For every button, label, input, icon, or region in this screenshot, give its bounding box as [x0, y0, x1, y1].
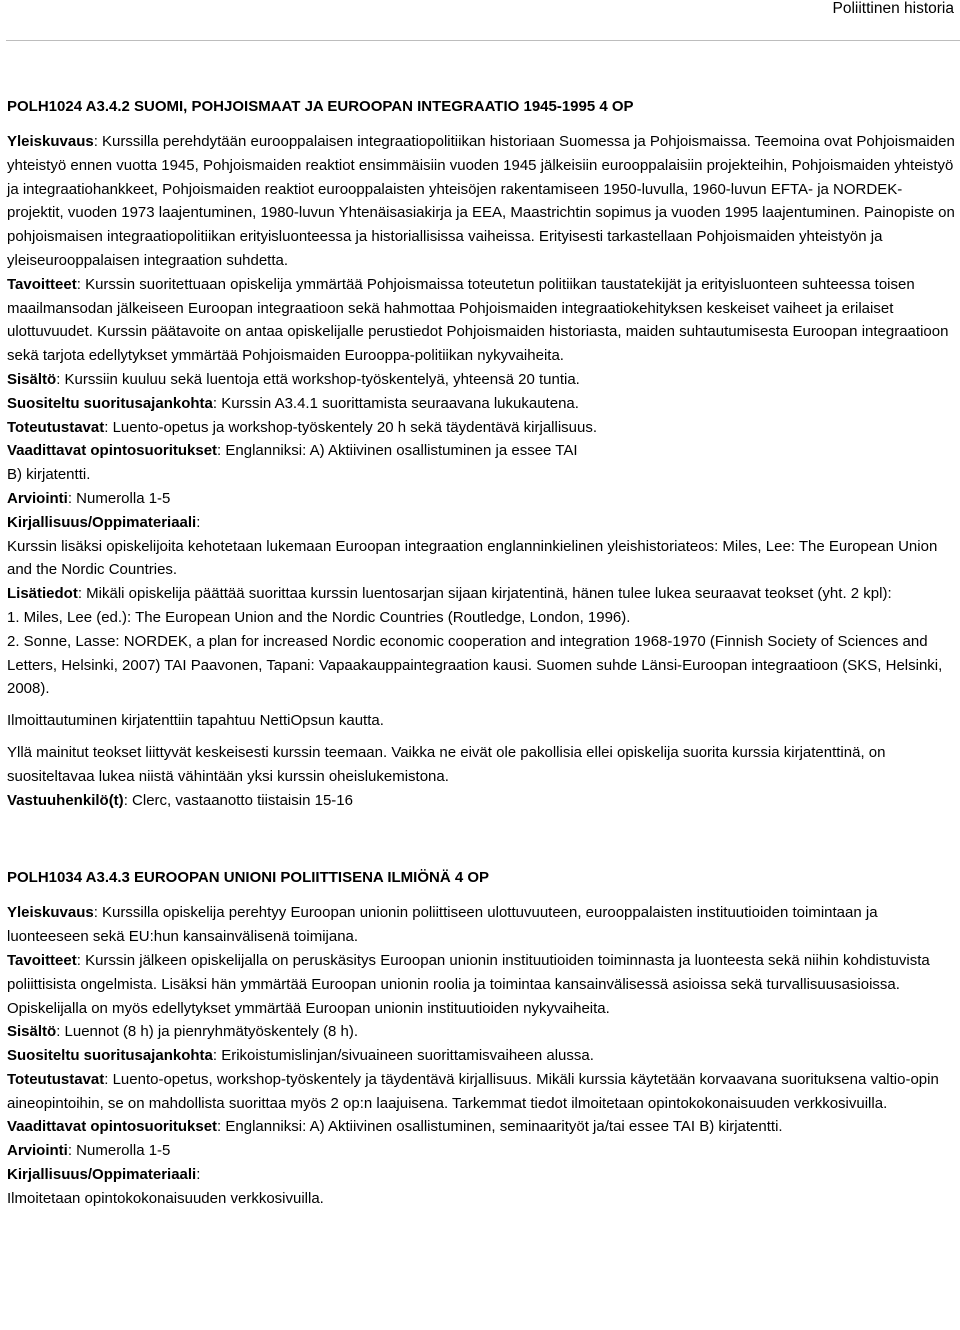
- document-body: [7, 95, 955, 1211]
- literature-text: Ilmoitetaan opintokokonaisuuden verkkosivuilla.: [7, 1189, 324, 1207]
- timing-text: : Erikoistumislinjan/sivuaineen suorittamisvaiheen alussa.: [212, 1047, 594, 1065]
- overview-paragraph: [7, 130, 955, 273]
- grading-paragraph: [7, 1139, 955, 1163]
- requirements-text: : Englanniksi: A) Aktiivinen osallistuminen ja essee TAI: [217, 442, 578, 460]
- content-paragraph: [7, 1020, 955, 1044]
- requirements-label: Vaadittavat opintosuoritukset: [7, 1118, 218, 1136]
- teacher-label: Vastuuhenkilö(t): [7, 791, 124, 809]
- methods-label: Toteutustavat: [7, 1070, 105, 1088]
- timing-label: Suositeltu suoritusajankohta: [7, 1047, 213, 1065]
- timing-label: Suositeltu suoritusajankohta: [7, 394, 213, 412]
- overview-label: Yleiskuvaus: [7, 133, 94, 150]
- literature-label: Kirjallisuus/Oppimateriaali: [7, 1166, 197, 1184]
- literature-text: Kurssin lisäksi opiskelijoita kehotetaan lukemaan Euroopan integraation englanninkielinen yleishistoriateos: Miles, Lee: The European Union and the Nordic Countries.: [7, 537, 938, 579]
- requirements-paragraph: [7, 439, 955, 463]
- content-text: : Kurssiin kuuluu sekä luentoja että workshop-työskentelyä, yhteensä 20 tuntia.: [56, 370, 580, 388]
- content-label: Sisältö: [7, 370, 57, 388]
- literature-heading: [7, 1163, 955, 1187]
- goals-label: Tavoitteet: [7, 951, 77, 969]
- course-title: POLH1034 A3.4.3 EUROOPAN UNIONI POLIITTISENA ILMIÖNÄ 4 OP: [7, 869, 490, 887]
- methods-paragraph: [7, 1068, 955, 1116]
- goals-text: : Kurssin suoritettuaan opiskelija ymmärtää Pohjoismaissa toteutetun politiikan taustatekijät ja erityisluonteen suhteessa toisen maailmansodan jälkeiseen Euroopan integraatioon sekä hahmottaa Pohjoismaiden integraatiokehityksen keskeiset vaiheet ja erilaiset ulottuvuudet. Kurssin päätavoite on antaa opiskelijalle perustiedot Pohjoismaiden historiasta, maiden suhtautumisesta Euroopan integraatioon sekä tarjota edellytykset ymmärtää Pohjoismaiden Eurooppa-politiikan nykyvaiheita.: [7, 275, 949, 365]
- header-divider: [6, 40, 960, 41]
- content-text: : Luennot (8 h) ja pienryhmätyöskentely (8 h).: [56, 1023, 359, 1041]
- literature-heading: [7, 511, 955, 535]
- grading-paragraph: [7, 487, 955, 511]
- course-section-polh1034: [7, 866, 955, 1210]
- literature-colon: :: [196, 1166, 201, 1184]
- content-label: Sisältö: [7, 1023, 57, 1041]
- overview-text: : Kurssilla perehdytään eurooppalaisen integraatiopolitiikan historiaan Suomessa ja Pohjoismaissa. Teemoina ovat Pohjoismaiden yhteistyö ennen vuotta 1945, Pohjoismaiden reaktiot ensimmäisiin vuoden 1945 jälkeisiin eurooppalaisiin projekteihin, Pohjoismaiden yhteistyö ja integraatiohankkeet, Pohjoismaiden reaktiot eurooppalaisten yhteisöjen rakentamiseen 1950-luvulla, 1960-luvun EFTA- ja NORDEK-projektit, vuoden 1973 laajentuminen, 1980-luvun Yhtenäisasiakirja ja EEA, Maastrichtin sopimus ja vuoden 1995 laajentuminen. Painopiste on pohjoismaisen integraatiopolitiikan erityisluonteessa ja historiallisissa vaiheissa. Erityisesti tarkastellaan Pohjoismaiden yhteistyön ja yleiseurooppalaisen integraation suhdetta.: [7, 133, 955, 269]
- teacher-paragraph: [7, 789, 955, 813]
- goals-paragraph: [7, 273, 955, 368]
- requirements-label: Vaadittavat opintosuoritukset: [7, 442, 218, 460]
- overview-label: Yleiskuvaus: [7, 904, 94, 922]
- teacher-text: : Clerc, vastaanotto tiistaisin 15-16: [123, 791, 353, 809]
- course-section-polh1024: [7, 95, 955, 812]
- grading-label: Arviointi: [7, 1142, 68, 1160]
- additional-label: Lisätiedot: [7, 585, 78, 603]
- overview-text: : Kurssilla opiskelija perehtyy Euroopan unionin poliittiseen ulottuvuuteen, eurooppalaisten instituutioiden toimintaan ja luonteeseen sekä EU:hun kansainvälisenä toimijana.: [7, 904, 878, 946]
- grading-text: : Numerolla 1-5: [67, 1142, 171, 1160]
- reading-note: Yllä mainitut teokset liittyvät keskeisesti kurssin teemaan. Vaikka ne eivät ole pakollisia ellei opiskelija suorita kurssia kirjatenttinä, on suositeltavaa lukea niistä vähintään yksi kurssin oheislukemistona.: [7, 743, 886, 785]
- content-paragraph: [7, 368, 955, 392]
- literature-colon: :: [196, 513, 201, 531]
- additional-text: : Mikäli opiskelija päättää suorittaa kurssin luentosarjan sijaan kirjatentinä, hänen tulee lukea seuraavat teokset (yht. 2 kpl):: [77, 585, 892, 603]
- additional-paragraph: [7, 582, 955, 606]
- book-list-item: 2. Sonne, Lasse: NORDEK, a plan for increased Nordic economic cooperation and integration 1968-1970 (Finnish Society of Sciences and Letters, Helsinki, 2007) TAI Paavonen, Tapani: Vapaakauppaintegraation kausi. Suomen suhde Länsi-Euroopan integraatioon (SKS, Helsinki, 2008).: [7, 632, 943, 698]
- methods-text: : Luento-opetus ja workshop-työskentely 20 h sekä täydentävä kirjallisuus.: [104, 418, 598, 436]
- requirements-paragraph-cont: B) kirjatentti.: [7, 466, 91, 484]
- page-header-title: Poliittinen historia: [832, 0, 954, 17]
- overview-paragraph: [7, 901, 955, 949]
- methods-label: Toteutustavat: [7, 418, 105, 436]
- timing-paragraph: [7, 392, 955, 416]
- timing-text: : Kurssin A3.4.1 suorittamista seuraavana lukukautena.: [212, 394, 579, 412]
- grading-label: Arviointi: [7, 489, 68, 507]
- goals-label: Tavoitteet: [7, 275, 77, 293]
- book-list-item: 1. Miles, Lee (ed.): The European Union and the Nordic Countries (Routledge, London, 1996).: [7, 608, 631, 626]
- timing-paragraph: [7, 1044, 955, 1068]
- grading-text: : Numerolla 1-5: [67, 489, 171, 507]
- literature-label: Kirjallisuus/Oppimateriaali: [7, 513, 197, 531]
- course-title: POLH1024 A3.4.2 SUOMI, POHJOISMAAT JA EUROOPAN INTEGRAATIO 1945-1995 4 OP: [7, 98, 634, 115]
- requirements-paragraph: [7, 1115, 955, 1139]
- goals-paragraph: [7, 949, 955, 1020]
- methods-text: : Luento-opetus, workshop-työskentely ja täydentävä kirjallisuus. Mikäli kurssia käytetään korvaavana suorituksena valtio-opin aineopintoihin, se on mahdollista suorittaa myös 2 op:n laajuisena. Tarkemmat tiedot ilmoitetaan opintokokonaisuuden verkkosivuilla.: [7, 1070, 939, 1112]
- goals-text: : Kurssin jälkeen opiskelijalla on peruskäsitys Euroopan unionin instituutioiden toiminnasta ja luonteesta sekä niihin kohdistuvista poliittisista ongelmista. Lisäksi hän ymmärtää Euroopan unionin roolia ja toimintaa kansainvälisessä asioissa sekä turvallisuusasioissa. Opiskelijalla on myös edellytykset ymmärtää Euroopan unionin instituutioiden nykyvaiheita.: [7, 951, 930, 1017]
- methods-paragraph: [7, 416, 955, 440]
- requirements-text: : Englanniksi: A) Aktiivinen osallistuminen, seminaarityöt ja/tai essee TAI B) kirjatentti.: [217, 1118, 783, 1136]
- registration-note: Ilmoittautuminen kirjatenttiin tapahtuu NettiOpsun kautta.: [7, 712, 384, 730]
